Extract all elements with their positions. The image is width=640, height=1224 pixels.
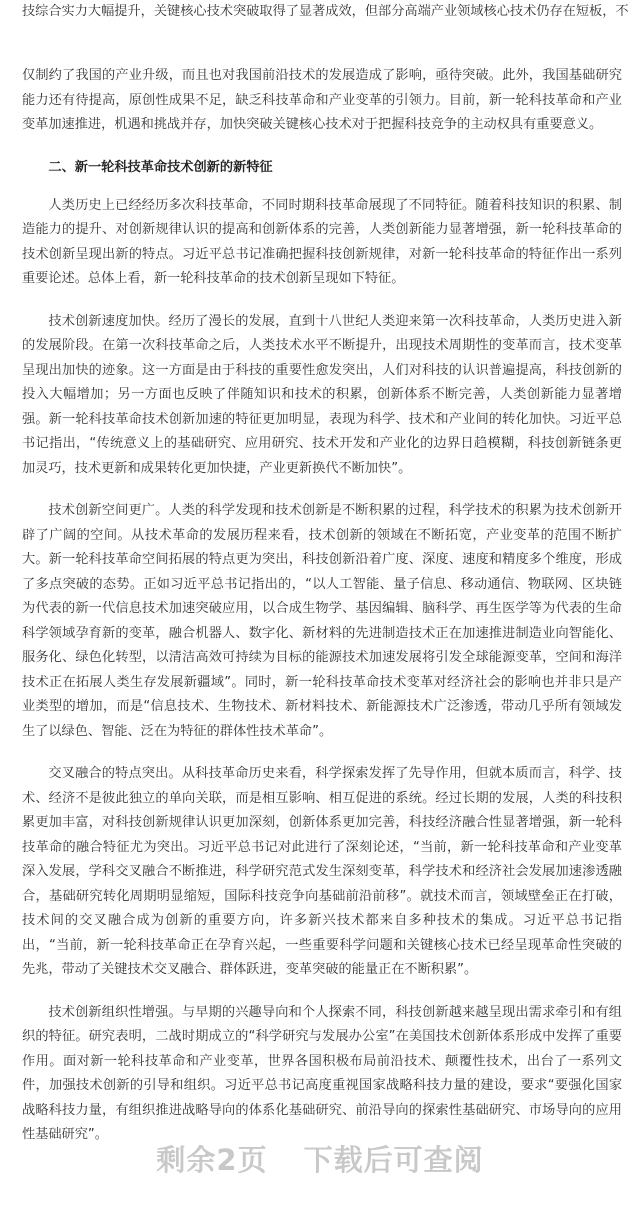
section-heading: 二、新一轮科技革命技术创新的新特征 bbox=[48, 159, 273, 175]
download-banner[interactable] bbox=[0, 1138, 640, 1179]
top-text-line: 技综合实力大幅提升，关键核心技术突破取得了显著成效，但部分高端产业领域核心技术仍存在短板，不 bbox=[22, 4, 629, 19]
download-prompt-label: 下载后可查阅 bbox=[303, 1143, 484, 1177]
paragraph-space: 技术创新空间更广。人类的科学发现和技术创新是不断积累的过程，科学技术的积累为技术创新开辟了广阔的空间。从技术革命的发展历程来看，技术创新的领域在不断拓宽，产业变革的范围不断扩大。新一轮科技革命空间拓展的特点更为突出，科技创新沿着广度、深度、速度和精度多个维度，形成了多点突破的态势。正如习近平总书记指出的，“以人工智能、量子信息、移动通信、物联网、区块链为代表的新一代信息技术加速突破应用，以合成生物学、基因编辑、脑科学、再生医学等为代表的生命科学领域孕育新的变革，融合机器人、数字化、新材料的先进制造技术正在加速推进制造业向智能化、服务化、绿色化转型，以清洁高效可持续为目标的能源技术加速发展将引发全球能源变革，空间和海洋技术正在拓展人类生存发展新疆域”。同时，新一轮科技革命技术变革对经济社会的影响也并非只是产业类型的增加，而是“信息技术、生物技术、新材料技术、新能源技术广泛渗透，带动几乎所有领域发生了以绿色、智能、泛在为特征的群体性技术革命”。 bbox=[22, 503, 622, 739]
document-body bbox=[22, 64, 622, 1166]
remaining-pages-label: 剩余2页 bbox=[156, 1143, 268, 1177]
paragraph-speed: 技术创新速度加快。经历了漫长的发展，直到十八世纪人类迎来第一次科技革命，人类历史进入新的发展阶段。在第一次科技革命之后，人类技术水平不断提升，出现技术周期性的变革而言，技术变革呈现出加快的迹象。这一方面是由于科技的重要性愈发突出，人们对科技的认识普遍提高，科技创新的投入大幅增加；另一方面也反映了伴随知识和技术的积累，创新体系不断完善，人类创新能力显著增强。新一轮科技革命技术创新加速的特征更加明显，表现为科学、技术和产业间的转化加快。习近平总书记指出，“传统意义上的基础研究、应用研究、技术开发和产业化的边界日趋模糊，科技创新链条更加灵巧，技术更新和成果转化更加快捷，产业更新换代不断加快”。 bbox=[22, 313, 622, 476]
paragraph-continued: 仅制约了我国的产业升级，而且也对我国前沿技术的发展造成了影响，亟待突破。此外，我国基础研究能力还有待提高，原创性成果不足，缺乏科技革命和产业变革的引领力。目前，新一轮科技革命和产业变革加速推进，机遇和挑战并存，加快突破关键核心技术对于把握科技竞争的主动权具有重要意义。 bbox=[22, 68, 622, 132]
paragraph-intro: 人类历史上已经经历多次科技革命，不同时期科技革命展现了不同特征。随着科技知识的积累、制造能力的提升、对创新规律认识的提高和创新体系的完善，人类创新能力显著增强，新一轮科技革命的技术创新呈现出新的特点。习近平总书记准确把握科技创新规律，对新一轮科技革命的特征作出一系列重要论述。总体上看，新一轮科技革命的技术创新呈现如下特征。 bbox=[22, 197, 622, 286]
paragraph-organization: 技术创新组织性增强。与早期的兴趣导向和个人探索不同，科技创新越来越呈现出需求牵引和有组织的特征。研究表明，二战时期成立的“科学研究与发展办公室”在美国技术创新体系形成中发挥了重要作用。面对新一轮科技革命和产业变革，世界各国积极布局前沿技术、颠覆性技术，出台了一系列文件，加强技术创新的引导和组织。习近平总书记高度重视国家战略科技力量的建设，要求“要强化国家战略科技力量，有组织推进战略导向的体系化基础研究、前沿导向的探索性基础研究、市场导向的应用性基础研究”。 bbox=[22, 1004, 622, 1142]
paragraph-fusion: 交叉融合的特点突出。从科技革命历史来看，科学探索发挥了先导作用，但就本质而言，科学、技术、经济不是彼此独立的单向关联，而是相互影响、相互促进的系统。经过长期的发展，人类的科技积累更加丰富，对科技创新规律认识更加深刻，创新体系更加完善，科技经济融合性显著增强，新一轮科技革命的融合特征尤为突出。习近平总书记对此进行了深刻论述，“当前，新一轮科技革命和产业变革深入发展，学科交叉融合不断推进，科学研究范式发生深刻变革，科学技术和经济社会发展加速渗透融合，基础研究转化周期明显缩短，国际科技竞争向基础前沿前移”。就技术而言，领域壁垒正在打破，技术间的交叉融合成为创新的重要方向，许多新兴技术都来自多种技术的集成。习近平总书记指出，“当前，新一轮科技革命正在孕育兴起，一些重要科学问题和关键核心技术已经呈现革命性突破的先兆，带动了关键技术交叉融合、群体跃进，变革突破的能量正在不断积累”。 bbox=[22, 766, 622, 977]
